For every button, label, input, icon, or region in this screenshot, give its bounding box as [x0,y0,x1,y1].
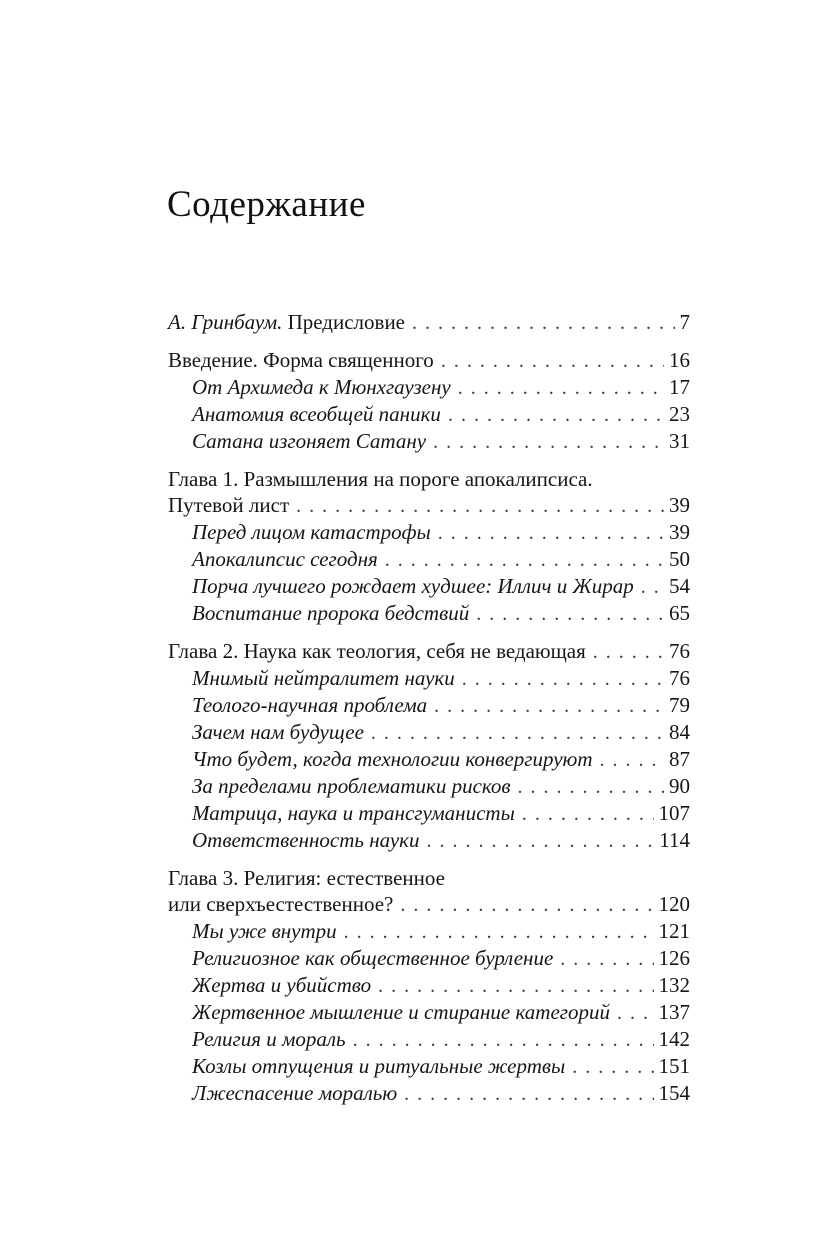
toc-entry-label: Перед лицом катастрофы [192,520,431,544]
toc-section-entry [168,519,690,546]
toc-section-entry [168,972,690,999]
toc-chapter-entry [168,466,690,519]
dot-leader [600,746,665,773]
toc-entry-label: Анатомия всеобщей паники [192,402,441,426]
dot-leader [438,519,664,546]
page-number: 23 [669,402,690,426]
toc-section-entry [168,1080,690,1107]
toc-chapter-entry [168,347,690,374]
page-number: 114 [659,828,690,852]
page-number: 39 [669,520,690,544]
toc-section-entry [168,546,690,573]
toc-section-entry [168,374,690,401]
toc-entry-label: Сатана изгоняет Сатану [192,429,427,453]
page-number: 120 [658,892,690,916]
toc-entry-label: Путевой лист [168,493,290,517]
toc-section-entry [168,692,690,719]
dot-leader [518,773,664,800]
dot-leader [385,546,664,573]
toc-entry-label: Лжеспасение моралью [192,1081,398,1105]
toc-section-entry [168,719,690,746]
toc-section-entry [168,600,690,627]
page-number: 84 [669,720,690,744]
toc-section-entry [168,428,690,455]
dot-leader [433,428,664,455]
dot-leader [593,638,664,665]
toc-section-entry [168,918,690,945]
toc-entry-author: А. Гринбаум. [168,310,283,334]
page-title: Содержание [167,184,366,225]
dot-leader [476,600,664,627]
page-number: 107 [658,801,690,825]
toc-section-entry [168,573,690,600]
page-number: 50 [669,547,690,571]
dot-leader [434,692,664,719]
toc-section-entry [168,945,690,972]
dot-leader [560,945,653,972]
dot-leader [404,1080,653,1107]
page-number: 137 [658,1000,690,1024]
page-number: 126 [658,946,690,970]
page-number: 87 [669,747,690,771]
dot-leader [371,719,664,746]
dot-leader [458,374,664,401]
toc-entry-label: Порча лучшего рождает худшее: Иллич и Жирар [192,574,634,598]
dot-leader [296,492,664,519]
toc-entry-label: За пределами проблематики рисков [192,774,511,798]
toc-section-entry [168,1053,690,1080]
toc-entry-label: Воспитание пророка бедствий [192,601,470,625]
page-number: 17 [669,375,690,399]
toc-entry-label: Матрица, наука и трансгуманисты [192,801,515,825]
toc-entry-label: Религия и мораль [192,1027,346,1051]
toc-entry-label: Мы уже внутри [192,919,337,943]
page-number: 132 [658,973,690,997]
page-number: 142 [658,1027,690,1051]
toc-section-entry [168,665,690,692]
table-of-contents [168,309,690,1107]
dot-leader [378,972,653,999]
toc-section-entry [168,1026,690,1053]
dot-leader [617,999,654,1026]
toc-chapter-entry [168,865,690,918]
page-number: 39 [669,493,690,517]
toc-entry-label-text: Предисловие [287,310,406,334]
toc-entry-label: Козлы отпущения и ритуальные жертвы [192,1054,566,1078]
dot-leader [412,309,674,336]
toc-entry-label: Зачем нам будущее [192,720,364,744]
toc-entry-label: Глава 2. Наука как теология, себя не ведающая [168,639,586,663]
toc-entry-label: Мнимый нейтралитет науки [192,666,455,690]
toc-entry-label: Апокалипсис сегодня [192,547,378,571]
toc-section-entry [168,999,690,1026]
toc-entry-title-line1: Глава 3. Религия: естественное [168,866,445,890]
dot-leader [522,800,654,827]
toc-entry-label: Жертва и убийство [192,973,372,997]
page-number: 79 [669,693,690,717]
dot-leader [641,573,664,600]
toc-section-entry [168,800,690,827]
page-number: 7 [679,310,690,334]
page-number: 76 [669,639,690,663]
page-number: 154 [658,1081,690,1105]
dot-leader [353,1026,654,1053]
toc-chapter-entry [168,309,690,336]
toc-entry-label: Введение. Форма священного [168,348,434,372]
toc-entry-label: Теолого-научная проблема [192,693,428,717]
toc-entry-label: Что будет, когда технологии конвергируют [192,747,593,771]
dot-leader [400,891,653,918]
toc-entry-label [168,309,405,335]
dot-leader [572,1053,653,1080]
toc-section-entry [168,773,690,800]
page-number: 121 [658,919,690,943]
toc-entry-label: Ответственность науки [192,828,420,852]
toc-entry-label: Религиозное как общественное бурление [192,946,554,970]
toc-section-entry [168,827,690,854]
page-number: 16 [669,348,690,372]
toc-entry-label: От Архимеда к Мюнхгаузену [192,375,451,399]
toc-section-entry [168,746,690,773]
toc-chapter-entry [168,638,690,665]
page-number: 151 [658,1054,690,1078]
dot-leader [427,827,655,854]
page-number: 65 [669,601,690,625]
toc-entry-label: Жертвенное мышление и стирание категорий [192,1000,610,1024]
toc-entry-label: или сверхъестественное? [168,892,394,916]
page-number: 54 [669,574,690,598]
toc-entry-title-line1: Глава 1. Размышления на пороге апокалипсиса. [168,467,593,491]
dot-leader [441,347,664,374]
page-number: 31 [669,429,690,453]
dot-leader [462,665,664,692]
dot-leader [344,918,654,945]
page-number: 76 [669,666,690,690]
dot-leader [448,401,664,428]
toc-section-entry [168,401,690,428]
page-number: 90 [669,774,690,798]
